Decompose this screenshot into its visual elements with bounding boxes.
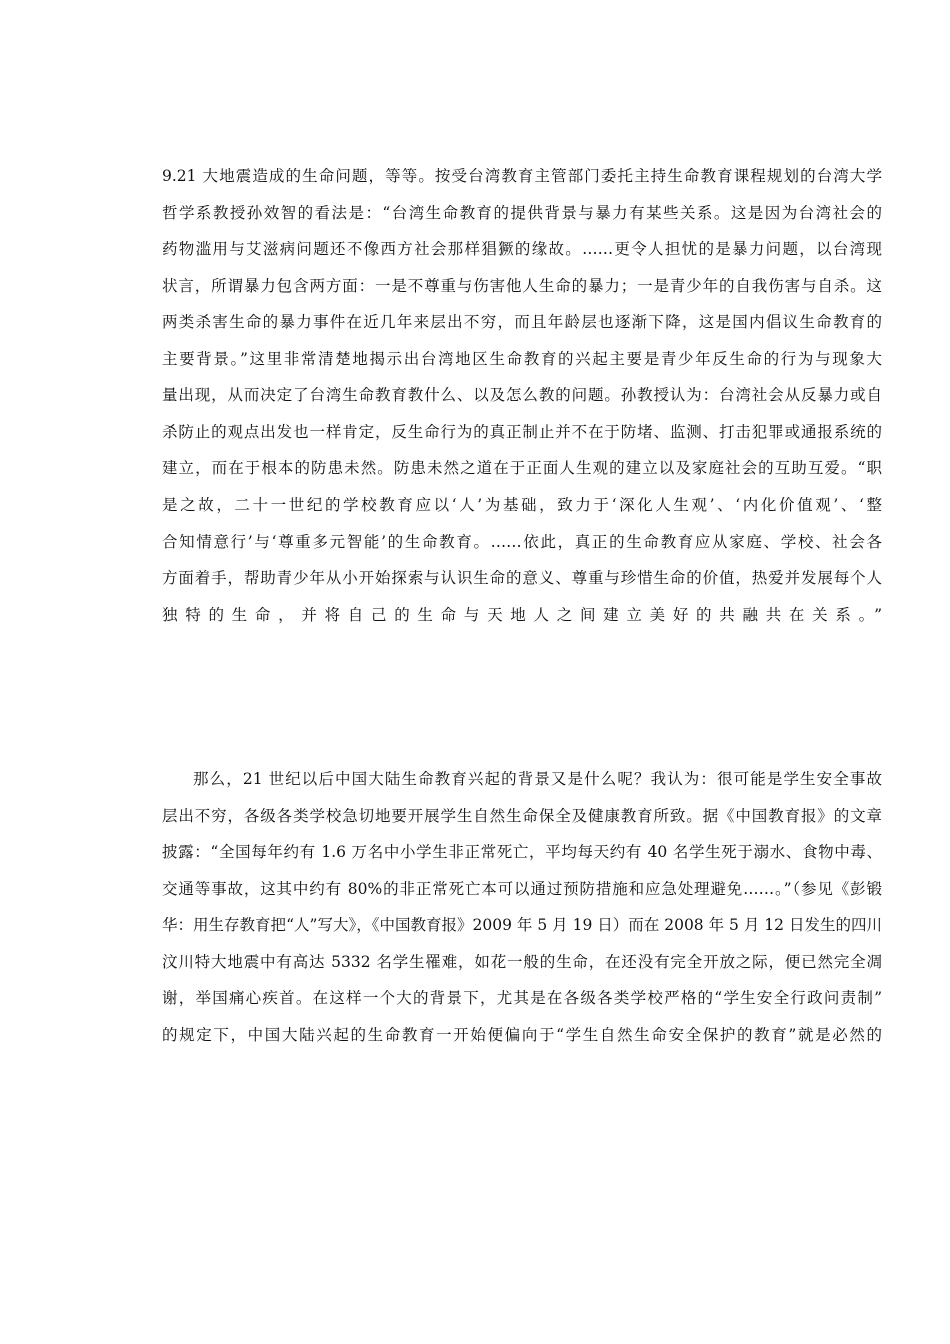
paragraph2-line-3: 披露：“全国每年约有 1.6 万名中小学生非正常死亡，平均每天约有 40 名学生死于溺水、食物中毒、 — [162, 843, 882, 861]
paragraph1-line-14 — [162, 638, 882, 664]
paragraph1-line-3: 药物滥用与艾滋病问题还不像西方社会那样猖獗的缘故。……更令人担忧的是暴力问题，以台湾现 — [162, 240, 882, 258]
paragraph1-line-15 — [162, 675, 882, 701]
paragraph2-line-2: 层出不穷，各级各类学校急切地要开展学生自然生命保全及健康教育所致。据《中国教育报》的文章 — [162, 807, 882, 825]
paragraph2-line-4: 交通等事故，这其中约有 80%的非正常死亡本可以通过预防措施和应急处理避免……。”（参见《彭锻 — [162, 880, 882, 898]
paragraph1-line-13: 独特的生命，并将自己的生命与天地人之间建立美好的共融共在关系。” — [162, 606, 882, 624]
paragraph2-line-5: 华：用生存教育把“人”写大》，《中国教育报》2009 年 5 月 19 日）而在 2008 年 5 月 12 日发生的四川 — [162, 916, 882, 934]
paragraph2-line-7: 谢，举国痛心疾首。在这样一个大的背景下，尤其是在各级各类学校严格的“学生安全行政问责制” — [162, 989, 882, 1007]
paragraph2-line-1: 那么，21 世纪以后中国大陆生命教育兴起的背景又是什么呢？我认为：很可能是学生安全事故 — [193, 770, 882, 788]
paragraph1-line-6: 主要背景。”这里非常清楚地揭示出台湾地区生命教育的兴起主要是青少年反生命的行为与现象大 — [162, 350, 882, 368]
paragraph1-line-10: 是之故，二十一世纪的学校教育应以‘人’为基础，致力于‘深化人生观’、‘内化价值观’、‘整 — [162, 496, 882, 514]
paragraph1-line-2: 哲学系教授孙效智的看法是：“台湾生命教育的提供背景与暴力有某些关系。这是因为台湾社会的 — [162, 204, 882, 222]
paragraph1-line-9: 建立，而在于根本的防患未然。防患未然之道在于正面人生观的建立以及家庭社会的互助互爱。“职 — [162, 459, 882, 477]
paragraph1-line-1: 9.21 大地震造成的生命问题，等等。按受台湾教育主管部门委托主持生命教育课程规划的台湾大学 — [162, 167, 882, 185]
paragraph1-line-4: 状言，所谓暴力包含两方面：一是不尊重与伤害他人生命的暴力；一是青少年的自我伤害与自杀。这 — [162, 277, 882, 295]
paragraph1-line-16 — [162, 711, 882, 737]
paragraph1-line-12: 方面着手，帮助青少年从小开始探索与认识生命的意义、尊重与珍惜生命的价值，热爱并发展每个人 — [162, 569, 882, 587]
paragraph1-line-8: 杀防止的观点出发也一样肯定，反生命行为的真正制止并不在于防堵、监测、打击犯罪或通报系统的 — [162, 423, 882, 441]
paragraph1-line-5: 两类杀害生命的暴力事件在近几年来层出不穷，而且年龄层也逐渐下降，这是国内倡议生命教育的 — [162, 313, 882, 331]
paragraph1-line-7: 量出现，从而决定了台湾生命教育教什么、以及怎么教的问题。孙教授认为：台湾社会从反暴力或自 — [162, 386, 882, 404]
paragraph1-line-11: 合知情意行’与‘尊重多元智能’的生命教育。……依此，真正的生命教育应从家庭、学校、社会各 — [162, 533, 882, 551]
paragraph2-line-8: 的规定下，中国大陆兴起的生命教育一开始便偏向于“学生自然生命安全保护的教育”就是必然的 — [162, 1026, 882, 1044]
paragraph2-line-6: 汶川特大地震中有高达 5332 名学生罹难，如花一般的生命，在还没有完全开放之际，便已然完全凋 — [162, 953, 882, 971]
